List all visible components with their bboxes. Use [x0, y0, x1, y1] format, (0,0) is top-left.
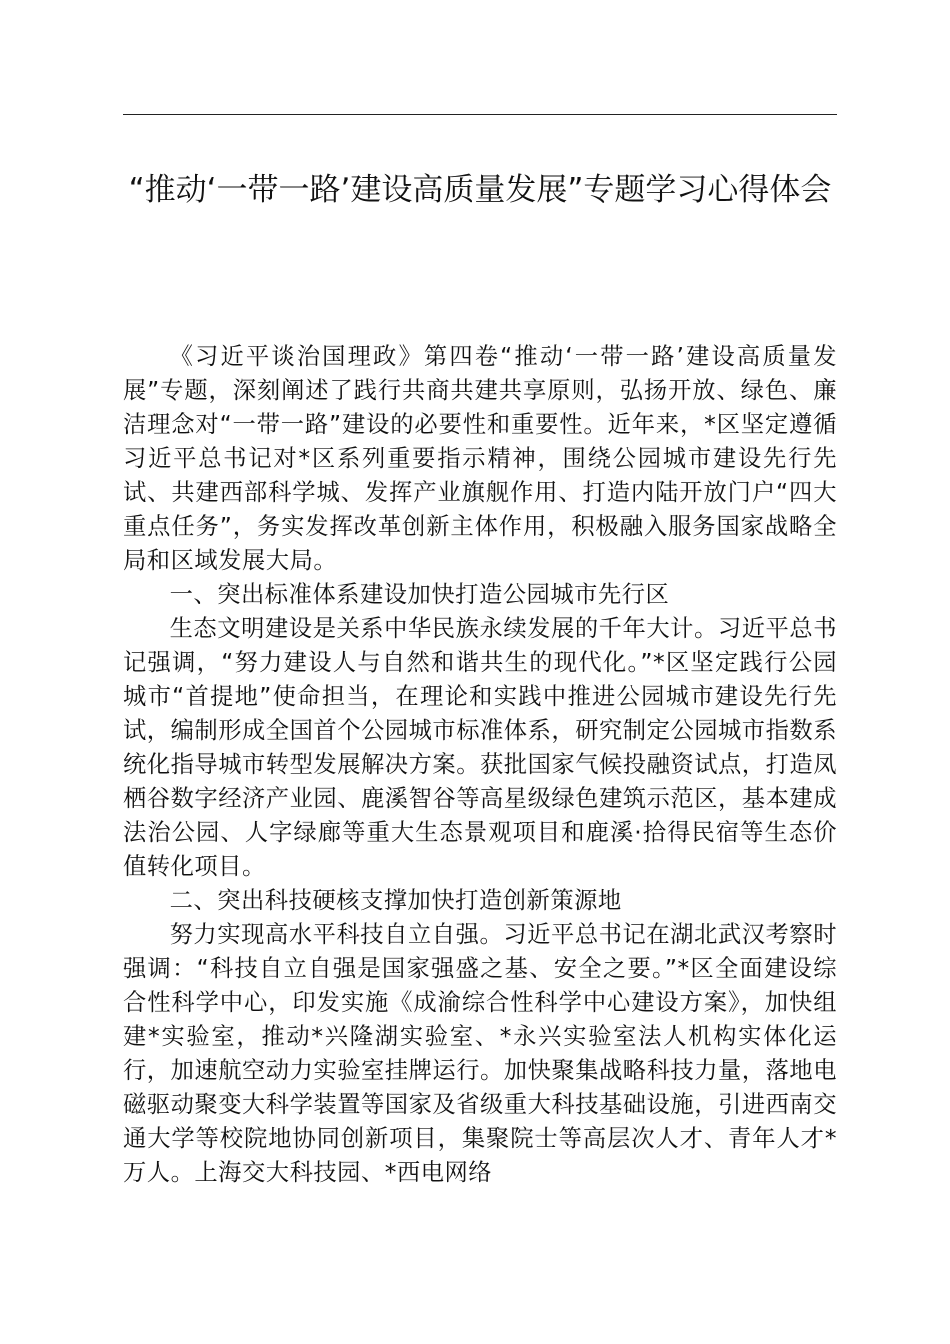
document-body: [123, 340, 837, 1190]
section-heading-1: 一、突出标准体系建设加快打造公园城市先行区: [169, 581, 670, 608]
intro-paragraph: 《习近平谈治国理政》第四卷“推动‘一带一路’建设高质量发展”专题，深刻阐述了践行共商共建共享原则，弘扬开放、绿色、廉洁理念对“一带一路”建设的必要性和重要性。近年来，*区坚定遵循习近平总书记对*区系列重要指示精神，围绕公园城市建设先行先试、共建西部科学城、发挥产业旗舰作用、打造内陆开放门户“四大重点任务”，务实发挥改革创新主体作用，积极融入服务国家战略全局和区域发展大局。: [123, 343, 837, 574]
section-2-paragraph: 努力实现高水平科技自立自强。习近平总书记在湖北武汉考察时强调：“科技自立自强是国家强盛之基、安全之要。”*区全面建设综合性科学中心，印发实施《成渝综合性科学中心建设方案》，加快组建*实验室，推动*兴隆湖实验室、*永兴实验室法人机构实体化运行，加速航空动力实验室挂牌运行。加快聚集战略科技力量，落地电磁驱动聚变大科学装置等国家及省级重大科技基础设施，引进西南交通大学等校院地协同创新项目，集聚院士等高层次人才、青年人才*万人。上海交大科技园、*西电网络: [123, 921, 837, 1186]
section-1-paragraph: 生态文明建设是关系中华民族永续发展的千年大计。习近平总书记强调，“努力建设人与自然和谐共生的现代化。”*区坚定践行公园城市“首提地”使命担当，在理论和实践中推进公园城市建设先行先试，编制形成全国首个公园城市标准体系，研究制定公园城市指数系统化指导城市转型发展解决方案。获批国家气候投融资试点，打造凤栖谷数字经济产业园、鹿溪智谷等高星级绿色建筑示范区，基本建成法治公园、人字绿廊等重大生态景观项目和鹿溪·拾得民宿等生态价值转化项目。: [123, 615, 837, 880]
document-title: “推动‘一带一路’建设高质量发展”专题学习心得体会: [128, 172, 832, 208]
header-rule: [123, 114, 837, 115]
section-heading-2: 二、突出科技硬核支撑加快打造创新策源地: [169, 887, 622, 914]
